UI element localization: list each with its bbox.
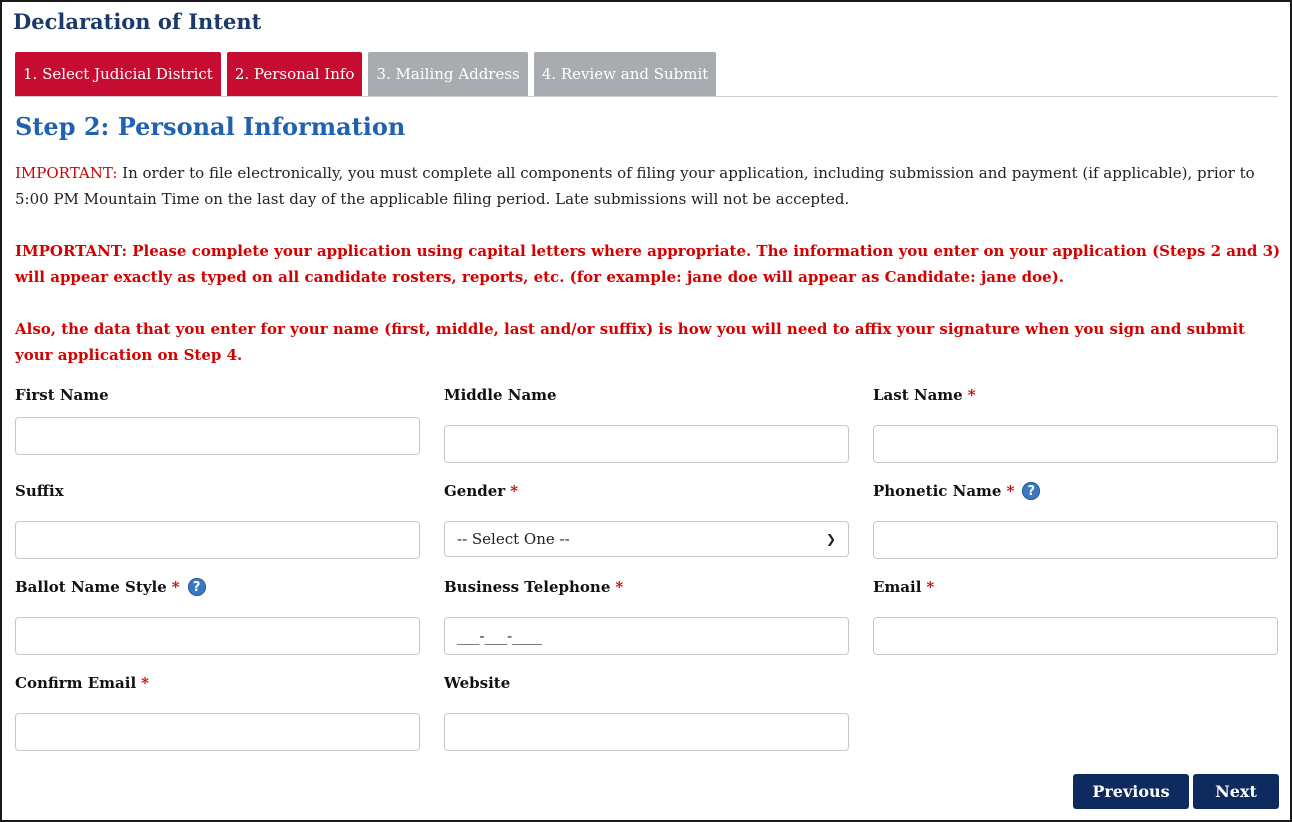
filing-deadline-notice [15,160,1281,212]
tab-mailing-address[interactable]: 3. Mailing Address [368,52,527,96]
tab-select-judicial-district[interactable]: 1. Select Judicial District [15,52,221,96]
next-button[interactable]: Next [1193,774,1279,809]
filing-deadline-text: In order to file electronically, you must complete all components of filing your application, including submission and payment (if applicable), prior to 5:00 PM Mountain Time on the last day of the applicable filing period. Late submissions will not be accepted. [15,164,1255,208]
tab-review-and-submit[interactable]: 4. Review and Submit [534,52,717,96]
first-name-input[interactable] [15,417,420,455]
required-marker: * [1006,482,1015,500]
last-name-label: Last Name * [873,386,976,404]
last-name-input[interactable] [873,425,1278,463]
middle-name-input[interactable] [444,425,849,463]
confirm-email-label: Confirm Email * [15,674,150,692]
ballot-name-style-label: Ballot Name Style * ? [15,578,206,596]
important-label: IMPORTANT: [15,164,118,182]
required-marker: * [510,482,519,500]
middle-name-label: Middle Name [444,386,557,404]
suffix-input[interactable] [15,521,420,559]
suffix-label: Suffix [15,482,64,500]
help-icon[interactable]: ? [188,578,206,596]
step-heading: Step 2: Personal Information [15,112,406,141]
required-marker: * [926,578,935,596]
business-telephone-input[interactable]: ___-___-____ [444,617,849,655]
required-marker: * [171,578,180,596]
help-icon[interactable]: ? [1022,482,1040,500]
first-name-label: First Name [15,386,109,404]
business-telephone-label: Business Telephone * [444,578,624,596]
website-label: Website [444,674,511,692]
capitalization-notice: IMPORTANT: Please complete your application using capital letters where appropriate. The information you enter on your application (Steps 2 and 3) will appear exactly as typed on all candidate rosters, reports, etc. (for example: jane doe will appear as Candidate: jane doe). [15,242,1281,286]
step-tabs [15,52,722,96]
required-marker: * [615,578,624,596]
ballot-name-style-input[interactable] [15,617,420,655]
phonetic-name-input[interactable] [873,521,1278,559]
page-title: Declaration of Intent [13,9,262,34]
phonetic-name-label: Phonetic Name * ? [873,482,1040,500]
tab-personal-info[interactable]: 2. Personal Info [227,52,363,96]
gender-selected-value: -- Select One -- [457,530,570,548]
confirm-email-input[interactable] [15,713,420,751]
gender-label: Gender * [444,482,519,500]
email-label: Email * [873,578,935,596]
previous-button[interactable]: Previous [1073,774,1189,809]
tabs-divider [15,96,1278,97]
email-input[interactable] [873,617,1278,655]
chevron-down-icon: ❯ [825,532,836,546]
signature-notice: Also, the data that you enter for your name (first, middle, last and/or suffix) is how you will need to affix your signature when you sign and submit your application on Step 4. [15,320,1245,364]
gender-select[interactable] [444,521,849,557]
required-marker: * [967,386,976,404]
required-marker: * [141,674,150,692]
website-input[interactable] [444,713,849,751]
